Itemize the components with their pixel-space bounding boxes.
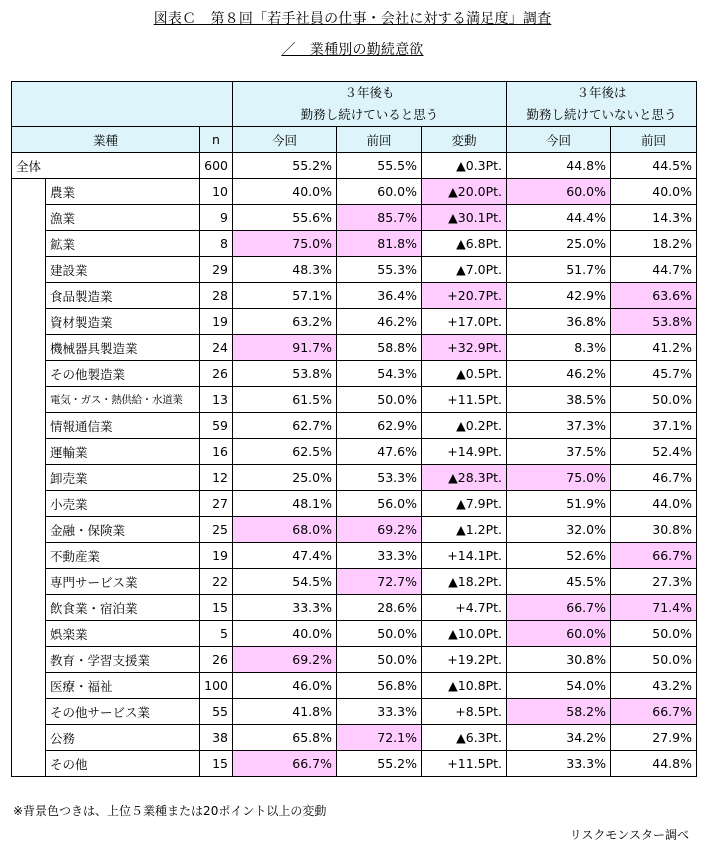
change-cell: ▲10.0Pt. (422, 621, 507, 647)
stay-prev-cell: 60.0% (337, 179, 422, 205)
n-cell: 16 (200, 439, 233, 465)
table-row (12, 569, 697, 595)
leave-prev-cell: 44.0% (611, 491, 697, 517)
stay-prev-cell: 33.3% (337, 543, 422, 569)
change-cell: +4.7Pt. (422, 595, 507, 621)
stay-now-cell: 55.2% (233, 153, 337, 179)
leave-prev-cell: 44.5% (611, 153, 697, 179)
leave-prev-cell: 50.0% (611, 647, 697, 673)
stay-now-cell: 25.0% (233, 465, 337, 491)
indent-cell (12, 465, 46, 491)
n-cell: 19 (200, 309, 233, 335)
table-row (12, 465, 697, 491)
leave-prev-cell: 27.3% (611, 569, 697, 595)
indent-cell (12, 621, 46, 647)
page-title (0, 8, 705, 28)
col-header-stay-now: 今回 (233, 127, 337, 153)
stay-prev-cell: 50.0% (337, 647, 422, 673)
leave-now-cell: 33.3% (507, 751, 611, 777)
stay-now-cell: 46.0% (233, 673, 337, 699)
table-row (12, 179, 697, 205)
col-header-industry: 業種 (12, 127, 200, 153)
indent-cell (12, 387, 46, 413)
stay-prev-cell: 47.6% (337, 439, 422, 465)
stay-now-cell: 33.3% (233, 595, 337, 621)
industry-name-cell: その他サービス業 (46, 699, 200, 725)
leave-now-cell: 34.2% (507, 725, 611, 751)
industry-name-cell: 電気・ガス・熱供給・水道業 (46, 387, 200, 413)
indent-cell (12, 699, 46, 725)
leave-now-cell: 25.0% (507, 231, 611, 257)
stay-prev-cell: 55.3% (337, 257, 422, 283)
leave-now-cell: 42.9% (507, 283, 611, 309)
stay-now-cell: 54.5% (233, 569, 337, 595)
table-row (12, 595, 697, 621)
n-cell: 26 (200, 361, 233, 387)
leave-prev-cell: 37.1% (611, 413, 697, 439)
indent-cell (12, 335, 46, 361)
industry-name-cell: 飲食業・宿泊業 (46, 595, 200, 621)
survey-table (11, 81, 697, 777)
stay-prev-cell: 28.6% (337, 595, 422, 621)
indent-cell (12, 595, 46, 621)
n-cell: 25 (200, 517, 233, 543)
industry-name-cell: 全体 (12, 153, 200, 179)
n-cell: 29 (200, 257, 233, 283)
leave-prev-cell: 14.3% (611, 205, 697, 231)
header-leave-line2: 勤務し続けていないと思う (526, 107, 677, 122)
stay-now-cell: 53.8% (233, 361, 337, 387)
stay-now-cell: 40.0% (233, 179, 337, 205)
stay-prev-cell: 36.4% (337, 283, 422, 309)
stay-now-cell: 41.8% (233, 699, 337, 725)
indent-cell (12, 309, 46, 335)
industry-name-cell: 資材製造業 (46, 309, 200, 335)
n-cell: 100 (200, 673, 233, 699)
change-cell: +32.9Pt. (422, 335, 507, 361)
table-row (12, 647, 697, 673)
page-title-text: 図表Ｃ 第８回「若手社員の仕事・会社に対する満足度」調査 (153, 11, 552, 27)
indent-cell (12, 647, 46, 673)
n-cell: 8 (200, 231, 233, 257)
stay-prev-cell: 54.3% (337, 361, 422, 387)
indent-cell (12, 205, 46, 231)
stay-prev-cell: 58.8% (337, 335, 422, 361)
header-stay-line1: ３年後も (344, 85, 395, 100)
change-cell: +11.5Pt. (422, 387, 507, 413)
change-cell: ▲7.0Pt. (422, 257, 507, 283)
leave-now-cell: 52.6% (507, 543, 611, 569)
stay-now-cell: 75.0% (233, 231, 337, 257)
industry-name-cell: 教育・学習支援業 (46, 647, 200, 673)
leave-prev-cell: 71.4% (611, 595, 697, 621)
change-cell: +11.5Pt. (422, 751, 507, 777)
stay-now-cell: 66.7% (233, 751, 337, 777)
stay-now-cell: 47.4% (233, 543, 337, 569)
leave-prev-cell: 30.8% (611, 517, 697, 543)
footnote: ※背景色つきは、上位５業種または20ポイント以上の変動 (13, 804, 327, 818)
leave-now-cell: 8.3% (507, 335, 611, 361)
n-cell: 600 (200, 153, 233, 179)
col-header-leave-now: 今回 (507, 127, 611, 153)
header-leave-line1: ３年後は (576, 85, 627, 100)
leave-prev-cell: 40.0% (611, 179, 697, 205)
page-subtitle-text: ／ 業種別の勤続意欲 (281, 42, 424, 58)
n-cell: 9 (200, 205, 233, 231)
leave-prev-cell: 41.2% (611, 335, 697, 361)
leave-prev-cell: 52.4% (611, 439, 697, 465)
leave-now-cell: 58.2% (507, 699, 611, 725)
table-row (12, 309, 697, 335)
industry-name-cell: 建設業 (46, 257, 200, 283)
industry-name-cell: 機械器具製造業 (46, 335, 200, 361)
industry-name-cell: 卸売業 (46, 465, 200, 491)
source-credit: リスクモンスター調べ (569, 828, 689, 842)
stay-prev-cell: 56.8% (337, 673, 422, 699)
stay-now-cell: 62.5% (233, 439, 337, 465)
stay-prev-cell: 33.3% (337, 699, 422, 725)
indent-cell (12, 257, 46, 283)
indent-cell (12, 179, 46, 205)
table-row (12, 673, 697, 699)
indent-cell (12, 413, 46, 439)
col-header-leave-prev: 前回 (611, 127, 697, 153)
stay-now-cell: 57.1% (233, 283, 337, 309)
leave-prev-cell: 27.9% (611, 725, 697, 751)
table-row (12, 517, 697, 543)
n-cell: 10 (200, 179, 233, 205)
industry-name-cell: 運輸業 (46, 439, 200, 465)
change-cell: ▲6.3Pt. (422, 725, 507, 751)
stay-now-cell: 61.5% (233, 387, 337, 413)
change-cell: +19.2Pt. (422, 647, 507, 673)
table-row (12, 543, 697, 569)
table-row (12, 335, 697, 361)
change-cell: ▲1.2Pt. (422, 517, 507, 543)
leave-prev-cell: 53.8% (611, 309, 697, 335)
stay-now-cell: 65.8% (233, 725, 337, 751)
change-cell: +17.0Pt. (422, 309, 507, 335)
col-header-n: n (200, 127, 233, 153)
leave-now-cell: 37.5% (507, 439, 611, 465)
stay-prev-cell: 85.7% (337, 205, 422, 231)
indent-cell (12, 439, 46, 465)
table-row (12, 361, 697, 387)
leave-now-cell: 54.0% (507, 673, 611, 699)
n-cell: 5 (200, 621, 233, 647)
leave-now-cell: 66.7% (507, 595, 611, 621)
leave-prev-cell: 66.7% (611, 543, 697, 569)
industry-name-cell: 専門サービス業 (46, 569, 200, 595)
table-row-total (12, 153, 697, 179)
industry-name-cell: その他 (46, 751, 200, 777)
n-cell: 27 (200, 491, 233, 517)
industry-name-cell: 食品製造業 (46, 283, 200, 309)
stay-now-cell: 40.0% (233, 621, 337, 647)
change-cell: +14.1Pt. (422, 543, 507, 569)
leave-now-cell: 36.8% (507, 309, 611, 335)
stay-now-cell: 48.3% (233, 257, 337, 283)
indent-cell (12, 231, 46, 257)
leave-prev-cell: 50.0% (611, 621, 697, 647)
leave-now-cell: 60.0% (507, 621, 611, 647)
leave-now-cell: 44.4% (507, 205, 611, 231)
change-cell: ▲20.0Pt. (422, 179, 507, 205)
stay-prev-cell: 55.5% (337, 153, 422, 179)
industry-name-cell: 鉱業 (46, 231, 200, 257)
change-cell: ▲6.8Pt. (422, 231, 507, 257)
leave-now-cell: 45.5% (507, 569, 611, 595)
table-row (12, 751, 697, 777)
change-cell: ▲0.3Pt. (422, 153, 507, 179)
change-cell: +14.9Pt. (422, 439, 507, 465)
change-cell: ▲30.1Pt. (422, 205, 507, 231)
leave-prev-cell: 50.0% (611, 387, 697, 413)
stay-prev-cell: 50.0% (337, 387, 422, 413)
stay-prev-cell: 72.7% (337, 569, 422, 595)
page-subtitle (0, 39, 705, 59)
table-row (12, 699, 697, 725)
industry-name-cell: 情報通信業 (46, 413, 200, 439)
table-row (12, 621, 697, 647)
n-cell: 19 (200, 543, 233, 569)
leave-prev-cell: 46.7% (611, 465, 697, 491)
n-cell: 24 (200, 335, 233, 361)
header-leave-group (507, 82, 697, 127)
indent-cell (12, 569, 46, 595)
leave-now-cell: 32.0% (507, 517, 611, 543)
table-row (12, 257, 697, 283)
industry-name-cell: 農業 (46, 179, 200, 205)
stay-prev-cell: 81.8% (337, 231, 422, 257)
stay-prev-cell: 50.0% (337, 621, 422, 647)
indent-cell (12, 543, 46, 569)
stay-now-cell: 48.1% (233, 491, 337, 517)
leave-prev-cell: 63.6% (611, 283, 697, 309)
n-cell: 12 (200, 465, 233, 491)
leave-now-cell: 75.0% (507, 465, 611, 491)
stay-now-cell: 69.2% (233, 647, 337, 673)
col-header-change: 変動 (422, 127, 507, 153)
stay-prev-cell: 46.2% (337, 309, 422, 335)
stay-prev-cell: 72.1% (337, 725, 422, 751)
leave-prev-cell: 44.7% (611, 257, 697, 283)
change-cell: +8.5Pt. (422, 699, 507, 725)
leave-now-cell: 46.2% (507, 361, 611, 387)
n-cell: 55 (200, 699, 233, 725)
n-cell: 38 (200, 725, 233, 751)
indent-cell (12, 673, 46, 699)
stay-prev-cell: 62.9% (337, 413, 422, 439)
table-row (12, 491, 697, 517)
table-row (12, 413, 697, 439)
leave-now-cell: 51.9% (507, 491, 611, 517)
change-cell: ▲10.8Pt. (422, 673, 507, 699)
industry-name-cell: その他製造業 (46, 361, 200, 387)
header-blank (12, 82, 233, 127)
stay-now-cell: 68.0% (233, 517, 337, 543)
industry-name-cell: 医療・福祉 (46, 673, 200, 699)
industry-name-cell: 小売業 (46, 491, 200, 517)
leave-prev-cell: 66.7% (611, 699, 697, 725)
n-cell: 13 (200, 387, 233, 413)
indent-cell (12, 751, 46, 777)
change-cell: ▲28.3Pt. (422, 465, 507, 491)
leave-now-cell: 38.5% (507, 387, 611, 413)
indent-cell (12, 491, 46, 517)
table-row (12, 283, 697, 309)
indent-cell (12, 283, 46, 309)
leave-prev-cell: 45.7% (611, 361, 697, 387)
table-row (12, 439, 697, 465)
stay-prev-cell: 53.3% (337, 465, 422, 491)
stay-prev-cell: 69.2% (337, 517, 422, 543)
n-cell: 28 (200, 283, 233, 309)
stay-now-cell: 55.6% (233, 205, 337, 231)
leave-prev-cell: 44.8% (611, 751, 697, 777)
n-cell: 26 (200, 647, 233, 673)
change-cell: ▲0.2Pt. (422, 413, 507, 439)
change-cell: ▲18.2Pt. (422, 569, 507, 595)
n-cell: 59 (200, 413, 233, 439)
indent-cell (12, 725, 46, 751)
table-body (12, 153, 697, 777)
table-row (12, 231, 697, 257)
change-cell: ▲0.5Pt. (422, 361, 507, 387)
leave-now-cell: 37.3% (507, 413, 611, 439)
change-cell: ▲7.9Pt. (422, 491, 507, 517)
leave-now-cell: 51.7% (507, 257, 611, 283)
table-row (12, 205, 697, 231)
col-header-stay-prev: 前回 (337, 127, 422, 153)
leave-now-cell: 44.8% (507, 153, 611, 179)
change-cell: +20.7Pt. (422, 283, 507, 309)
industry-name-cell: 娯楽業 (46, 621, 200, 647)
industry-name-cell: 不動産業 (46, 543, 200, 569)
stay-prev-cell: 56.0% (337, 491, 422, 517)
leave-prev-cell: 43.2% (611, 673, 697, 699)
leave-now-cell: 30.8% (507, 647, 611, 673)
stay-now-cell: 91.7% (233, 335, 337, 361)
stay-now-cell: 63.2% (233, 309, 337, 335)
industry-name-cell: 金融・保険業 (46, 517, 200, 543)
leave-now-cell: 60.0% (507, 179, 611, 205)
leave-prev-cell: 18.2% (611, 231, 697, 257)
header-stay-group (233, 82, 507, 127)
stay-now-cell: 62.7% (233, 413, 337, 439)
table-row (12, 725, 697, 751)
table-row (12, 387, 697, 413)
industry-name-cell: 漁業 (46, 205, 200, 231)
stay-prev-cell: 55.2% (337, 751, 422, 777)
header-stay-line2: 勤務し続けていると思う (300, 107, 439, 122)
indent-cell (12, 517, 46, 543)
n-cell: 22 (200, 569, 233, 595)
indent-cell (12, 361, 46, 387)
industry-name-cell: 公務 (46, 725, 200, 751)
n-cell: 15 (200, 751, 233, 777)
n-cell: 15 (200, 595, 233, 621)
